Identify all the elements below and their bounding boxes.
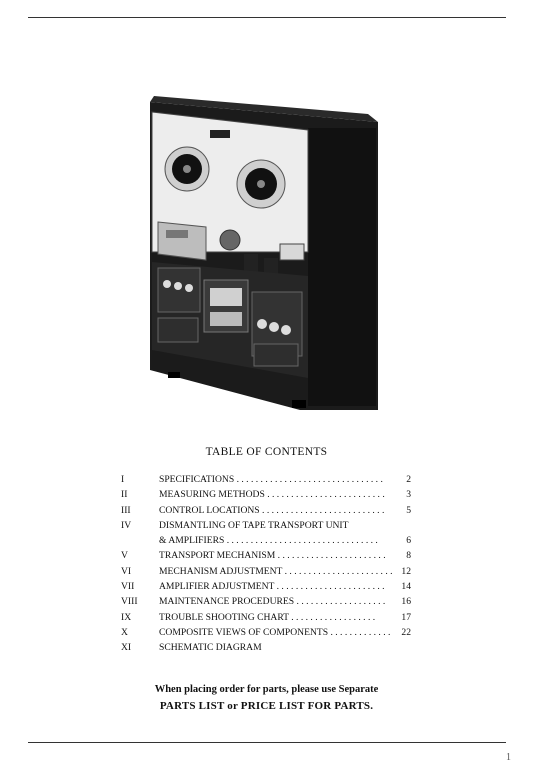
toc-section-title: & AMPLIFIERS . . . . . . . . . . . . . . . . . . . . . . . . . . . . . . . .: [159, 535, 378, 547]
toc-section-title: SCHEMATIC DIAGRAM: [159, 642, 262, 654]
toc-row[interactable]: [121, 503, 411, 518]
table-of-contents: [121, 472, 411, 656]
toc-section-number: II: [121, 489, 128, 501]
toc-row[interactable]: [121, 487, 411, 502]
toc-row[interactable]: [121, 564, 411, 579]
toc-row[interactable]: [121, 533, 411, 548]
toc-section-number: IV: [121, 519, 132, 531]
toc-row[interactable]: [121, 518, 411, 533]
toc-page-number: 16: [401, 596, 411, 608]
toc-page-number: 6: [406, 535, 411, 547]
toc-section-title: MAINTENANCE PROCEDURES . . . . . . . . . . . . . . . . . . .: [159, 596, 386, 608]
toc-row[interactable]: [121, 640, 411, 655]
page-number: 1: [506, 752, 511, 763]
parts-order-note-line-2: PARTS LIST or PRICE LIST FOR PARTS.: [159, 700, 374, 712]
toc-page-number: 14: [401, 581, 411, 593]
toc-page-number: 17: [401, 611, 411, 623]
toc-page-number: 3: [406, 489, 411, 501]
toc-page-number: 2: [406, 474, 411, 485]
bottom-rule: [28, 742, 506, 743]
toc-page-number: 5: [406, 504, 411, 516]
toc-section-title: CONTROL LOCATIONS . . . . . . . . . . . . . . . . . . . . . . . . . .: [159, 504, 385, 516]
toc-title: TABLE OF CONTENTS: [205, 446, 328, 458]
toc-section-title: COMPOSITE VIEWS OF COMPONENTS . . . . . . . . . . . . .: [159, 626, 391, 638]
toc-section-title: MECHANISM ADJUSTMENT . . . . . . . . . . . . . . . . . . . . . . .: [159, 565, 393, 577]
toc-section-number: XI: [121, 642, 132, 654]
toc-row[interactable]: [121, 548, 411, 563]
top-rule: [28, 17, 506, 18]
toc-row[interactable]: [121, 594, 411, 609]
tape-recorder-photo: [140, 92, 390, 412]
toc-row[interactable]: [121, 625, 411, 640]
toc-section-title: MEASURING METHODS . . . . . . . . . . . . . . . . . . . . . . . . .: [159, 489, 385, 501]
toc-section-number: V: [121, 550, 128, 562]
toc-section-title: SPECIFICATIONS . . . . . . . . . . . . . . . . . . . . . . . . . . . . . . .: [159, 474, 383, 485]
toc-section-title: TROUBLE SHOOTING CHART . . . . . . . . . . . . . . . . . .: [159, 611, 376, 623]
toc-section-title: DISMANTLING OF TAPE TRANSPORT UNIT: [159, 519, 349, 531]
toc-page-number: 12: [401, 565, 411, 577]
toc-section-title: TRANSPORT MECHANISM . . . . . . . . . . . . . . . . . . . . . . .: [159, 550, 386, 562]
toc-row[interactable]: [121, 472, 411, 487]
toc-section-number: VI: [121, 565, 132, 577]
toc-section-number: IX: [121, 611, 132, 623]
toc-row[interactable]: [121, 610, 411, 625]
toc-page-number: 22: [401, 626, 411, 638]
toc-section-title: AMPLIFIER ADJUSTMENT . . . . . . . . . . . . . . . . . . . . . . .: [159, 581, 385, 593]
toc-section-number: VIII: [121, 596, 138, 608]
toc-section-number: III: [121, 504, 131, 516]
toc-section-number: I: [121, 474, 125, 485]
parts-order-note-line-1: When placing order for parts, please use Separate: [154, 684, 379, 695]
toc-page-number: 8: [406, 550, 411, 562]
toc-row[interactable]: [121, 579, 411, 594]
toc-section-number: X: [121, 626, 128, 638]
toc-section-number: VII: [121, 581, 135, 593]
